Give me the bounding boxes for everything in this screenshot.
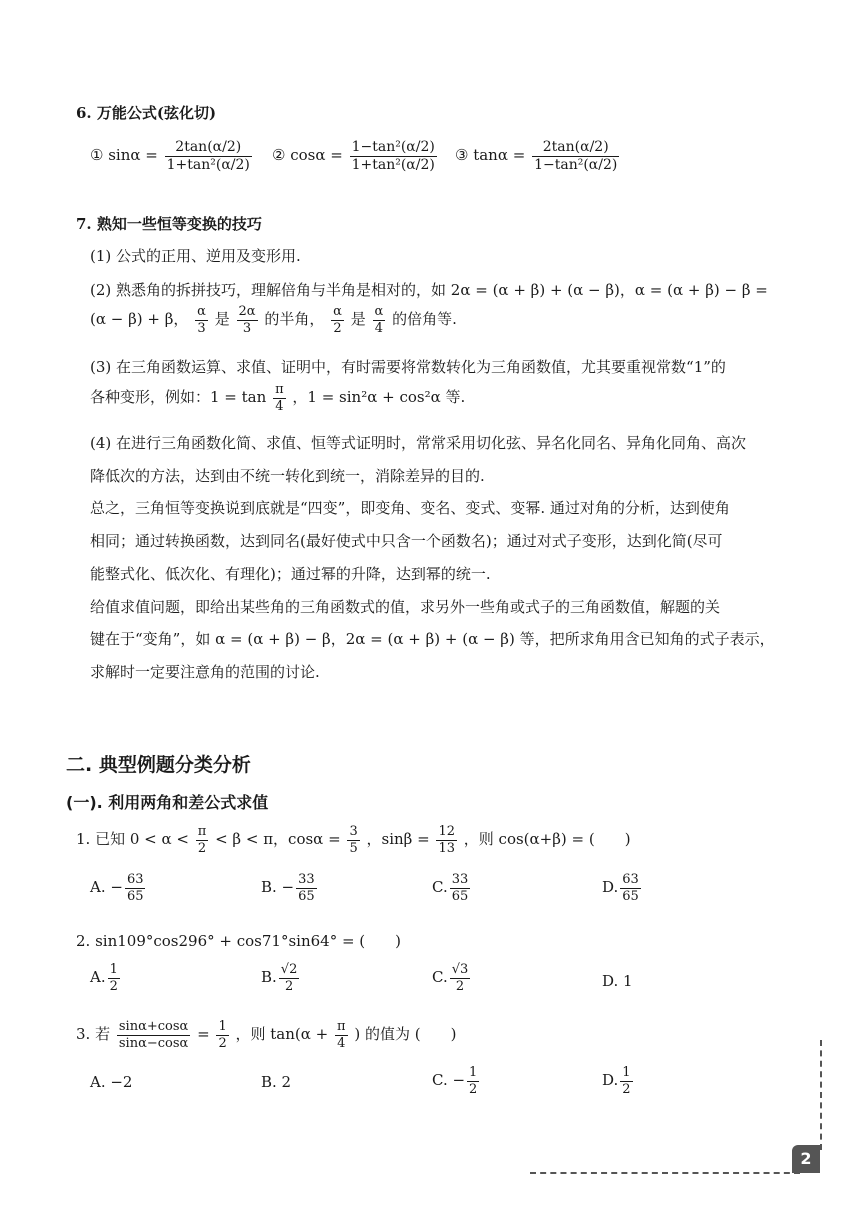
q1-fraction-12-13: $\frac{12}{13}$ <box>438 824 455 856</box>
q3-fraction-pi-4: $\frac{\pi}{4}$ <box>337 1019 346 1051</box>
question-2-stem: 2. sin109°cos296° + cos71°sin64° = ( ) <box>76 932 401 950</box>
paragraph-6-line-2: 键在于“变角”，如 α = (α + β) − β，2α = (α + β) + (α − β) 等，把所求角用含已知角的式子表示， <box>90 630 775 648</box>
q2-choice-a[interactable]: A. $\frac{1}{2}$ <box>90 962 118 994</box>
fraction-a-4: $\frac{\alpha}{4}$ <box>374 304 384 336</box>
q1-choice-a[interactable]: A. − $\frac{63}{65}$ <box>90 872 144 904</box>
formula-tan-fraction: $\frac{2\tan(\alpha/2)}{\text{1−tan²(α/2)}}$ <box>534 139 618 173</box>
q2-choice-b[interactable]: B. $\frac{√2}{2}$ <box>261 962 298 994</box>
formula-tan-label: ③ tanα = <box>455 146 526 165</box>
paragraph-3-line-2: 各种变形，例如：1 = tan $\frac{\pi}{4}$ ，1 = sin²α + cos²α 等. <box>90 382 466 414</box>
formula-cos-fraction: $\frac{\text{1−tan²(α/2)}}{\text{1+tan²(α/2)}}$ <box>351 139 435 173</box>
section-7-heading: 7. 熟知一些恒等变换的技巧 <box>76 215 262 233</box>
q3-choice-d[interactable]: D. $\frac{1}{2}$ <box>602 1065 631 1097</box>
q1-choice-d[interactable]: D. $\frac{63}{65}$ <box>602 872 639 904</box>
formula-cos <box>272 140 439 172</box>
fraction-pi-4: $\frac{\pi}{4}$ <box>275 382 284 414</box>
fraction-a-2: $\frac{\alpha}{2}$ <box>333 304 342 336</box>
formula-tan <box>455 140 621 172</box>
q3-choice-c[interactable]: C. − $\frac{1}{2}$ <box>432 1065 478 1097</box>
q2-choice-d[interactable]: D. 1 <box>602 972 633 990</box>
paragraph-1: (1) 公式的正用、逆用及变形用. <box>90 247 301 265</box>
paragraph-2-line-1: (2) 熟悉角的拆拼技巧，理解倍角与半角是相对的，如 2α = (α + β) + (α − β)，α = (α + β) − β = <box>90 281 768 299</box>
page-corner-dashed-vertical <box>820 1040 822 1150</box>
formula-sin-label: ① sinα = <box>90 146 158 165</box>
section-2-title: 二. 典型例题分类分析 <box>66 754 251 776</box>
paragraph-5-line-1: 总之，三角恒等变换说到底就是“四变”，即变角、变名、变式、变幂. 通过对角的分析，达到使角 <box>90 499 730 517</box>
paragraph-6-line-1: 给值求值问题，即给出某些角的三角函数式的值，求另外一些角或式子的三角函数值，解题的关 <box>90 598 721 616</box>
subsection-1-title: (一). 利用两角和差公式求值 <box>66 793 269 812</box>
formula-sin <box>90 140 254 172</box>
question-3-stem: 3. 若 $\frac{\sin\alpha+\cos\alpha}{\sin\alpha-\cos\alpha}$ = $\frac{1}{2}$ ，则 tan(α + $\frac{\pi}{4}$ ) 的值为 ( ) <box>76 1019 457 1051</box>
q3-fraction-main: $\frac{\sin\alpha+\cos\alpha}{\sin\alpha-\cos\alpha}$ <box>118 1019 189 1051</box>
paragraph-4-line-1: (4) 在进行三角函数化简、求值、恒等式证明时，常常采用切化弦、异名化同名、异角化同角、高次 <box>90 434 747 452</box>
question-1-stem: 1. 已知 0 < α < $\frac{\pi}{2}$ < β < π，cosα = $\frac{3}{5}$ ，sinβ = $\frac{12}{13}$ ，则 cos(α+β) = ( ) <box>76 824 631 856</box>
formula-sin-fraction: $\frac{2\tan(\alpha/2)}{\text{1+tan²(α/2)}}$ <box>166 139 250 173</box>
q3-choice-b[interactable]: B. 2 <box>261 1073 292 1091</box>
fraction-a-3: $\frac{\alpha}{3}$ <box>197 304 206 336</box>
q2-choice-c[interactable]: C. $\frac{√3}{2}$ <box>432 962 469 994</box>
q1-fraction-pi-2: $\frac{\pi}{2}$ <box>197 824 207 856</box>
paragraph-6-line-3: 求解时一定要注意角的范围的讨论. <box>90 663 320 681</box>
q3-choice-a[interactable]: A. −2 <box>90 1073 133 1091</box>
paragraph-2-line-2: (α − β) + β， $\frac{\alpha}{3}$ 是 $\frac{2\alpha}{3}$ 的半角， $\frac{\alpha}{2}$ 是 $\frac{\alpha}{4}$ 的倍角等. <box>90 304 457 336</box>
page-corner-dashed-horizontal <box>530 1172 800 1174</box>
fraction-2a-3: $\frac{2\alpha}{3}$ <box>238 304 256 336</box>
q1-choice-b[interactable]: B. − $\frac{33}{65}$ <box>261 872 315 904</box>
paragraph-5-line-2: 相同；通过转换函数，达到同名(最好使式中只含一个函数名)；通过对式子变形，达到化简(尽可 <box>90 532 723 550</box>
q1-fraction-3-5: $\frac{3}{5}$ <box>349 824 358 856</box>
q3-fraction-1-2: $\frac{1}{2}$ <box>218 1019 227 1051</box>
q1-choice-c[interactable]: C. $\frac{33}{65}$ <box>432 872 469 904</box>
section-6-heading: 6. 万能公式(弦化切) <box>76 104 217 122</box>
page-number: 2 <box>792 1145 820 1173</box>
formula-cos-label: ② cosα = <box>272 146 343 165</box>
paragraph-4-line-2: 降低次的方法，达到由不统一转化到统一，消除差异的目的. <box>90 467 485 485</box>
paragraph-5-line-3: 能整式化、低次化、有理化)；通过幂的升降，达到幂的统一. <box>90 565 491 583</box>
paragraph-3-line-1: (3) 在三角函数运算、求值、证明中，有时需要将常数转化为三角函数值，尤其要重视常数“1”的 <box>90 358 726 376</box>
